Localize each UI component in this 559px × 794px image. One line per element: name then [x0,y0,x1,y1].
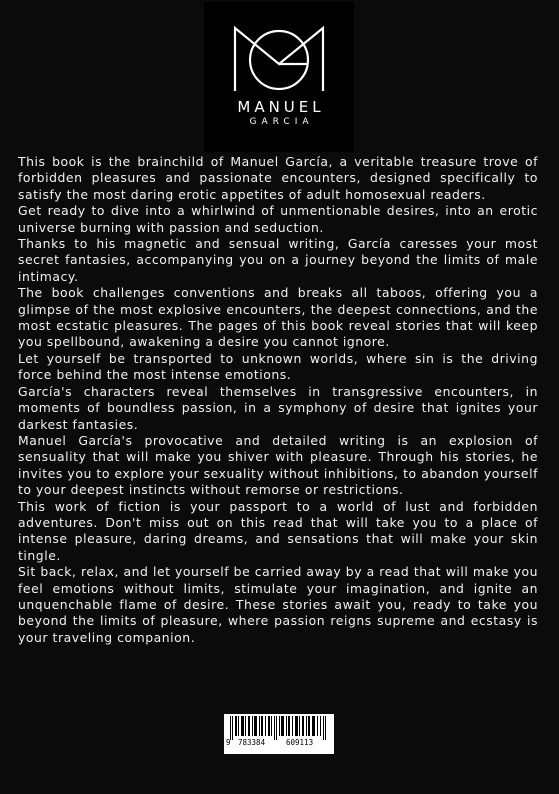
description-paragraph: Thanks to his magnetic and sensual writing, García caresses your most secret fantasies, accompanying you on a journey beyond the limits of male intimacy. [18,236,538,284]
description-paragraph: This work of fiction is your passport to a world of lust and forbidden adventures. Don't miss out on this read that will take you to a place of intense pleasure, daring dreams, and sensations that will make your skin tingle. [18,498,538,563]
isbn-barcode [224,714,334,754]
barcode-group-right: 609113 [286,738,314,747]
logo-name: MANUEL [237,98,325,116]
barcode-bars-icon [230,716,328,740]
logo-surname: GARCIA [249,117,314,127]
description-paragraph: García's characters reveal themselves in transgressive encounters, in moments of boundless passion, in a symphony of desire that ignites your darkest fantasies. [18,383,538,432]
barcode-group-left: 783384 [238,738,266,747]
description-paragraph: This book is the brainchild of Manuel García, a veritable treasure trove of forbidden pleasures and passionate encounters, designed specifically to satisfy the most daring erotic appetites of adult homosexual readers. [18,154,538,202]
description-paragraph: Sit back, relax, and let yourself be carried away by a read that will make you feel emotions without limits, stimulate your imagination, and ignite an unquenchable flame of desire. These stories await you, ready to take you beyond the limits of pleasure, where passion reigns supreme and ecstasy is your traveling companion. [18,564,538,645]
author-logo [204,2,354,152]
description-paragraph: Get ready to dive into a whirlwind of unmentionable desires, into an erotic universe burning with passion and seduction. [18,203,538,235]
description-paragraph: The book challenges conventions and breaks all taboos, offering you a glimpse of the most explosive encounters, the deepest connections, and the most ecstatic pleasures. The pages of this book reveal stories that will keep you spellbound, awakening a desire you cannot ignore. [18,285,538,350]
barcode-digit-first: 9 [226,738,231,747]
description-paragraph: Manuel García's provocative and detailed writing is an explosion of sensuality that will make you shiver with pleasure. Through his stories, he invites you to explore your sexuality without inhibitions, to abandon yourself to your deepest instincts without remorse or restrictions. [18,432,538,498]
mg-monogram-icon [233,26,325,92]
description-paragraph: Let yourself be transported to unknown worlds, where sin is the driving force behind the most intense emotions. [18,350,538,383]
book-description [18,154,538,646]
